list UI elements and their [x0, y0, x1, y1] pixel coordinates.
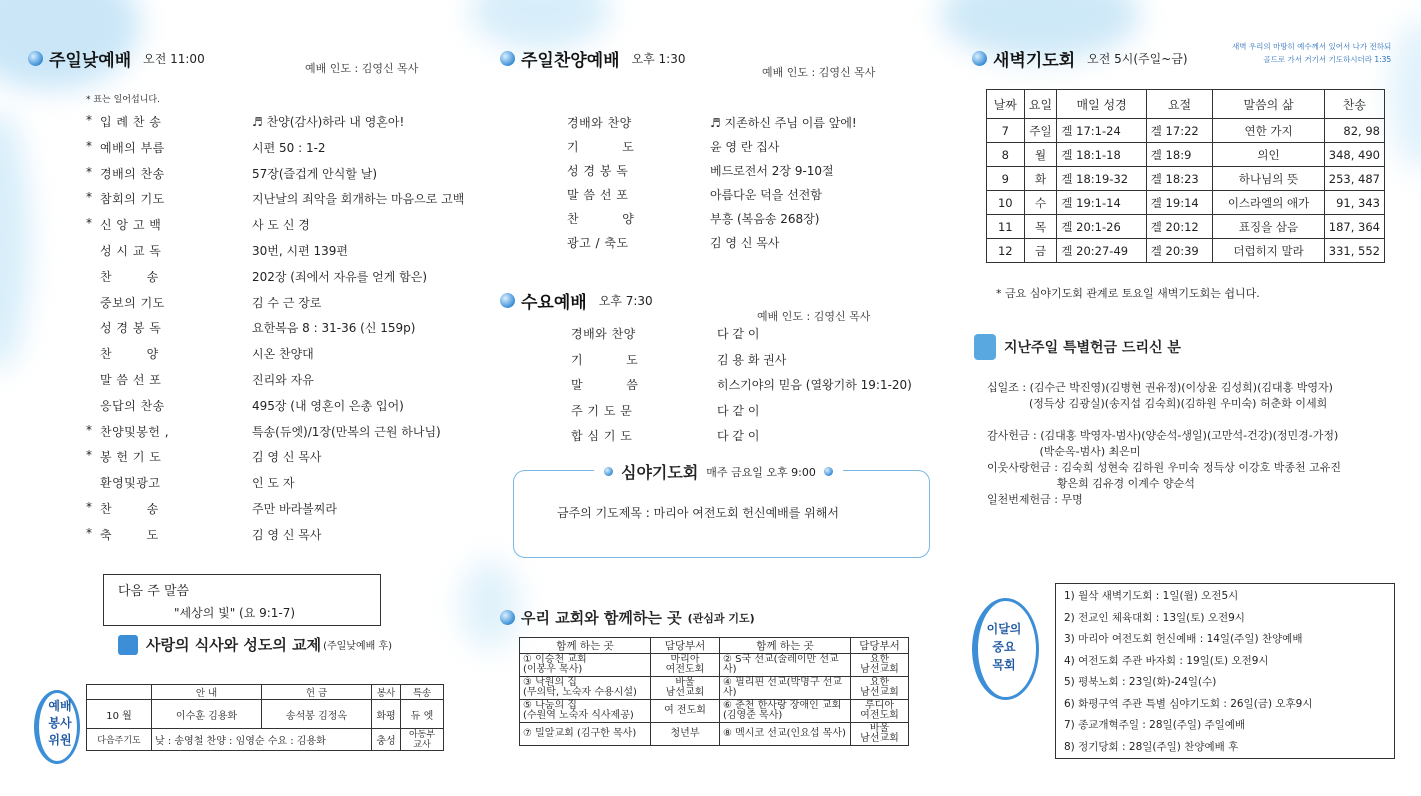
- order-row: [571, 325, 759, 342]
- order-value: 부흥 (복음송 268장): [710, 212, 820, 226]
- offering-line: 황은희 김유경 이계수 양순석: [987, 477, 1195, 490]
- vol-header-service: 봉사: [372, 685, 401, 700]
- bullet-dot-icon: [500, 293, 515, 308]
- offering-heading: [974, 334, 1181, 360]
- event-item: 7) 종교개혁주일 : 28일(주일) 주일예배: [1064, 719, 1246, 731]
- dawn-prayer-time: 오전 5시(주일~금): [1087, 52, 1188, 66]
- night-prayer-time: 매주 금요일 오후 9:00: [706, 465, 816, 479]
- order-label: 예배의 부름: [100, 140, 165, 155]
- order-row: [571, 402, 759, 419]
- order-row: [571, 376, 912, 393]
- schedule-cell: 겔 17:1-24: [1057, 119, 1146, 143]
- order-label: 말 씀 선 포: [100, 373, 162, 387]
- partner-row: [520, 700, 909, 723]
- schedule-row: [987, 143, 1385, 167]
- order-label: 말 씀 선 포: [567, 188, 629, 202]
- partner-dept: 요한 남선교회: [851, 677, 909, 700]
- order-label: 찬양및봉헌 ,: [100, 424, 170, 439]
- stand-marker: *: [86, 190, 92, 205]
- order-label: 성 경 봉 독: [567, 164, 629, 178]
- schedule-cell: 331, 552: [1324, 239, 1384, 263]
- order-label: 찬 양: [100, 347, 159, 362]
- schedule-cell: 겔 18:1-18: [1057, 143, 1146, 167]
- sched-header-hymn: 찬송: [1324, 90, 1384, 119]
- order-value: 다 같 이: [717, 403, 760, 418]
- event-item: 8) 정기당회 : 28일(주일) 찬양예배 후: [1064, 740, 1239, 753]
- next-week-label: 다음 주 말씀: [118, 584, 190, 599]
- partner-dept: 요한 남선교회: [851, 654, 909, 677]
- bullet-dot-icon: [500, 51, 515, 66]
- order-value: 특송(듀엣)/1장(만복의 근원 하나님): [252, 424, 441, 439]
- order-value: 아름다운 덕을 선전함: [710, 188, 822, 202]
- order-label: 환영및광고: [100, 476, 161, 491]
- partner-dept: 바울 남선교회: [651, 677, 720, 700]
- schedule-cell: 10: [987, 191, 1025, 215]
- order-value: 히스기야의 믿음 (열왕기하 19:1-20): [717, 378, 912, 392]
- night-prayer-title: 심야기도회: [621, 463, 699, 482]
- dawn-prayer-name: 새벽기도회: [993, 51, 1076, 71]
- vol-guide: 이수훈 김용화: [152, 700, 262, 729]
- partners-header-dept2: 담당부서: [851, 638, 909, 654]
- events-list: [1064, 586, 1313, 758]
- dawn-schedule-note: * 금요 심야기도회 관계로 토요일 새벽기도회는 쉽니다.: [996, 287, 1260, 300]
- order-value: 인 도 자: [252, 476, 295, 491]
- stand-marker: *: [86, 525, 92, 540]
- next-week-box: [103, 574, 381, 626]
- vol-service2: 충성: [372, 729, 401, 751]
- order-row: [571, 427, 759, 444]
- partner-row: [520, 654, 909, 677]
- schedule-cell: 겔 20:39: [1146, 239, 1212, 263]
- order-value: 주만 바라볼찌라: [252, 502, 337, 516]
- schedule-cell: 월: [1024, 143, 1057, 167]
- schedule-cell: 겔 19:1-14: [1057, 191, 1146, 215]
- schedule-row: [987, 191, 1385, 215]
- stand-marker: [86, 294, 100, 311]
- offering-title: 지난주일 특별헌금 드리신 분: [1004, 340, 1181, 356]
- order-row: [567, 186, 822, 203]
- offering-line: 이웃사랑헌금 : 김숙희 성현숙 김하원 우미숙 정득상 이강호 박종천 고유진: [987, 461, 1341, 474]
- partner-place: ⑦ 밀알교회 (김구한 목사): [520, 723, 651, 746]
- fellowship-note: (주일낮예배 후): [323, 641, 393, 652]
- order-row: [567, 138, 779, 155]
- order-row: [86, 294, 321, 311]
- order-label: 응답의 찬송: [100, 398, 165, 413]
- bullet-dot-icon: [500, 610, 515, 625]
- sched-header-date: 날짜: [987, 90, 1025, 119]
- schedule-cell: 겔 19:14: [1146, 191, 1212, 215]
- wednesday-service-name: 수요예배: [521, 293, 587, 313]
- order-row: [86, 345, 314, 362]
- order-value: 윤 영 란 집사: [710, 140, 780, 154]
- schedule-cell: 12: [987, 239, 1025, 263]
- offering-line: 십일조 : (김수근 박진영)(김병현 권유정)(이상윤 김성희)(김대홍 박영자): [987, 381, 1333, 394]
- dawn-schedule-table: [986, 89, 1385, 263]
- stand-note: * 표는 일어섭니다.: [86, 95, 160, 105]
- order-label: 찬 송: [100, 269, 159, 284]
- order-value: 지난날의 죄악을 회개하는 마음으로 고백: [252, 192, 465, 207]
- schedule-cell: 표징을 삼음: [1213, 215, 1325, 239]
- schedule-cell: 겔 18:23: [1146, 167, 1212, 191]
- sched-header-life: 말씀의 삶: [1213, 90, 1325, 119]
- night-prayer-topic: 금주의 기도제목 : 마리아 여전도회 헌신예배를 위해서: [557, 506, 839, 520]
- order-row: [86, 423, 441, 440]
- order-label: 기 도: [571, 352, 639, 367]
- partner-place: ② S국 선교(술레이만 선교사): [720, 654, 851, 677]
- partner-dept: 바울 남선교회: [851, 723, 909, 746]
- order-label: 봉 헌 기 도: [100, 450, 162, 465]
- schedule-cell: 더럽히지 말라: [1213, 239, 1325, 263]
- next-week-title: "세상의 빛" (요 9:1-7): [174, 606, 296, 620]
- stand-marker: [86, 242, 100, 259]
- order-label: 합 심 기 도: [571, 429, 633, 443]
- schedule-cell: 9: [987, 167, 1025, 191]
- order-label: 참회의 기도: [100, 192, 165, 207]
- schedule-cell: 겔 18:19-32: [1057, 167, 1146, 191]
- partner-dept: 마리아 여전도회: [651, 654, 720, 677]
- order-row: [86, 319, 415, 336]
- schedule-cell: 348, 490: [1324, 143, 1384, 167]
- order-value: 진리와 자유: [252, 373, 314, 387]
- sched-header-day: 요일: [1024, 90, 1057, 119]
- schedule-cell: 겔 18:9: [1146, 143, 1212, 167]
- order-value: ♬ 지존하신 주님 이름 앞에!: [710, 116, 857, 130]
- praise-service-leader: 예배 인도 : 김영신 목사: [762, 66, 876, 79]
- order-row: [86, 500, 337, 517]
- order-row: [567, 114, 857, 131]
- order-value: 김 용 화 권사: [717, 352, 787, 367]
- partners-header-dept: 담당부서: [651, 638, 720, 654]
- bullet-dot-icon: [824, 467, 833, 476]
- schedule-cell: 91, 343: [1324, 191, 1384, 215]
- vol-header-guide: 안 내: [152, 685, 262, 700]
- stand-marker: [86, 268, 100, 285]
- night-prayer-heading: [594, 460, 843, 483]
- order-label: 경배의 찬송: [100, 166, 165, 181]
- offering-line: [987, 412, 1341, 428]
- event-item: 1) 월삭 새벽기도회 : 1일(월) 오전5시: [1064, 590, 1239, 602]
- stand-marker: *: [86, 216, 92, 231]
- event-item: 3) 마리아 여전도회 헌신예배 : 14일(주일) 찬양예배: [1064, 633, 1303, 645]
- offering-list: [987, 380, 1341, 508]
- decorative-frost-left: [0, 110, 30, 370]
- order-label: 찬 송: [100, 502, 159, 516]
- order-label: 말 씀: [571, 378, 639, 392]
- order-row: [567, 234, 779, 251]
- vol-special: 듀 엣: [401, 700, 444, 729]
- schedule-cell: 금: [1024, 239, 1057, 263]
- stand-marker: *: [86, 448, 92, 463]
- order-value: 시편 50 : 1-2: [252, 140, 326, 155]
- partner-row: [520, 677, 909, 700]
- bullet-dot-icon: [972, 51, 987, 66]
- partner-place: ⑥ 춘천 한사랑 장애인 교회 (김영준 목사): [720, 700, 851, 723]
- order-value: 베드로전서 2장 9-10절: [710, 164, 834, 178]
- vol-special2: 아동부 교사: [401, 729, 444, 751]
- stand-marker: *: [86, 500, 92, 514]
- schedule-cell: 8: [987, 143, 1025, 167]
- wednesday-service-title: [500, 288, 653, 313]
- partners-header-place2: 함께 하는 곳: [720, 638, 851, 654]
- vol-month: 10 월: [87, 700, 152, 729]
- order-value: 김 영 신 목사: [252, 527, 322, 542]
- order-value: 김 영 신 목사: [710, 236, 780, 250]
- schedule-row: [987, 167, 1385, 191]
- partners-title-text: 우리 교회와 함께하는 곳: [521, 609, 682, 627]
- partner-place: ⑤ 나눔의 집 (수원역 노숙자 식사제공): [520, 700, 651, 723]
- order-value: 사 도 신 경: [252, 218, 310, 233]
- schedule-cell: 화: [1024, 167, 1057, 191]
- event-item: 5) 평북노회 : 23일(화)-24일(수): [1064, 676, 1217, 688]
- order-row: [86, 139, 326, 156]
- order-row: [567, 162, 834, 179]
- vol-prayer-names: 낮 : 송영철 찬양 : 임영순 수요 : 김용화: [152, 729, 372, 751]
- order-value: 202장 (죄에서 자유를 얻게 함은): [252, 269, 428, 284]
- offering-line: 일천번제헌금 : 무명: [987, 493, 1083, 506]
- dawn-prayer-title: [972, 46, 1188, 71]
- schedule-cell: 겔 20:12: [1146, 215, 1212, 239]
- order-row: [86, 190, 464, 207]
- offering-icon: [974, 334, 996, 360]
- order-value: 다 같 이: [717, 327, 760, 341]
- schedule-cell: 목: [1024, 215, 1057, 239]
- bullet-dot-icon: [28, 51, 43, 66]
- vol-header-offering: 헌 금: [262, 685, 372, 700]
- schedule-cell: 겔 20:1-26: [1057, 215, 1146, 239]
- order-row: [86, 397, 404, 414]
- order-row: [86, 526, 321, 543]
- partners-title: [500, 607, 755, 628]
- sunday-service-title: [28, 46, 205, 71]
- order-row: [86, 474, 294, 491]
- order-label: 광고 / 축도: [567, 236, 629, 250]
- event-item: 2) 전교인 체육대회 : 13일(토) 오전9시: [1064, 611, 1245, 624]
- order-value: 57장(즐겁게 안식할 날): [252, 166, 377, 181]
- schedule-cell: 11: [987, 215, 1025, 239]
- schedule-cell: 수: [1024, 191, 1057, 215]
- schedule-cell: 이스라엘의 애가: [1213, 191, 1325, 215]
- offering-line: 감사헌금 : (김대홍 박영자-범사)(양순석-생일)(고만석-건강)(정민경-가정): [987, 429, 1339, 442]
- partners-header-place: 함께 하는 곳: [520, 638, 651, 654]
- events-box: [1055, 583, 1395, 759]
- order-row: [86, 113, 404, 130]
- partner-place: ① 이승천 교회 (이봉우 목사): [520, 654, 651, 677]
- decorative-frost-topleft: [0, 0, 140, 90]
- order-label: 성 시 교 독: [100, 244, 162, 258]
- schedule-cell: 253, 487: [1324, 167, 1384, 191]
- partner-place: ③ 낙원의 집 (무의탁, 노숙자 수용시설): [520, 677, 651, 700]
- order-value: 다 같 이: [717, 429, 760, 443]
- stand-marker: [86, 371, 100, 388]
- event-item: 6) 화평구역 주관 특별 심야기도회 : 26일(금) 오후9시: [1064, 697, 1313, 710]
- order-label: 축 도: [100, 527, 159, 542]
- schedule-cell: 187, 364: [1324, 215, 1384, 239]
- schedule-row: [987, 239, 1385, 263]
- partner-place: ⑧ 멕시코 선교(인요섭 목사): [720, 723, 851, 746]
- stand-marker: [86, 319, 100, 336]
- schedule-row: [987, 215, 1385, 239]
- order-value: 김 수 근 장로: [252, 295, 322, 310]
- order-value: 김 영 신 목사: [252, 450, 322, 465]
- schedule-cell: 하나님의 뜻: [1213, 167, 1325, 191]
- order-label: 경배와 찬양: [571, 327, 636, 341]
- schedule-cell: 겔 17:22: [1146, 119, 1212, 143]
- stand-marker: [86, 474, 100, 491]
- praise-service-time: 오후 1:30: [631, 52, 686, 66]
- order-label: 입 례 찬 송: [100, 115, 162, 129]
- schedule-cell: 의인: [1213, 143, 1325, 167]
- partners-table: [519, 637, 909, 746]
- order-label: 신 앙 고 백: [100, 218, 162, 233]
- vol-prayer-label: 다음주기도: [87, 729, 152, 751]
- order-label: 기 도: [567, 140, 635, 154]
- wednesday-service-leader: 예배 인도 : 김영신 목사: [757, 310, 871, 323]
- order-label: 경배와 찬양: [567, 116, 632, 130]
- volunteer-side-label: 예배 봉사 위원: [48, 699, 72, 747]
- order-row: [86, 371, 314, 388]
- partner-row: [520, 723, 909, 746]
- sunday-service-time: 오전 11:00: [143, 52, 205, 66]
- stand-marker: *: [86, 113, 92, 127]
- fellowship-heading: [118, 634, 392, 655]
- praise-service-title: [500, 46, 686, 71]
- order-label: 주 기 도 문: [571, 403, 633, 418]
- sched-header-verse: 요절: [1146, 90, 1212, 119]
- schedule-row: [987, 119, 1385, 143]
- order-value: 시온 찬양대: [252, 347, 314, 362]
- partner-dept: 청년부: [651, 723, 720, 746]
- stand-marker: *: [86, 164, 92, 179]
- decorative-frost-right: [1390, 20, 1421, 170]
- schedule-cell: 연한 가지: [1213, 119, 1325, 143]
- order-row: [86, 268, 427, 285]
- order-row: [567, 210, 819, 227]
- stand-marker: *: [86, 422, 92, 437]
- stand-marker: [86, 345, 100, 362]
- praise-service-name: 주일찬양예배: [521, 51, 620, 71]
- fellowship-icon: [118, 635, 138, 655]
- vol-service: 화평: [372, 700, 401, 729]
- volunteer-table: [86, 684, 444, 751]
- vol-offering: 송석봉 김정옥: [262, 700, 372, 729]
- order-value: ♬ 찬양(감사)하라 내 영혼아!: [252, 115, 405, 129]
- schedule-cell: 겔 20:27-49: [1057, 239, 1146, 263]
- offering-line: (박순옥-범사) 최은미: [987, 445, 1141, 458]
- order-label: 중보의 기도: [100, 295, 165, 310]
- bullet-dot-icon: [604, 467, 613, 476]
- sunday-service-leader: 예배 인도 : 김영신 목사: [305, 62, 419, 75]
- stand-marker: [86, 397, 100, 414]
- decorative-frost-topmid: [470, 0, 610, 50]
- order-row: [571, 351, 786, 368]
- wednesday-service-time: 오후 7:30: [598, 294, 653, 308]
- order-value: 30번, 시편 139편: [252, 244, 348, 258]
- order-row: [86, 165, 377, 182]
- sched-header-reading: 매일 성경: [1057, 90, 1146, 119]
- schedule-cell: 82, 98: [1324, 119, 1384, 143]
- partner-place: ④ 필리핀 선교(박명구 선교사): [720, 677, 851, 700]
- schedule-cell: 7: [987, 119, 1025, 143]
- order-value: 요한복음 8 : 31-36 (신 159p): [252, 321, 416, 336]
- partner-dept: 루디아 여전도회: [851, 700, 909, 723]
- vol-header-special: 특송: [401, 685, 444, 700]
- order-row: [86, 448, 321, 465]
- stand-marker: *: [86, 138, 92, 153]
- sunday-service-name: 주일낮예배: [49, 51, 132, 71]
- order-label: 찬 양: [567, 212, 635, 226]
- partners-note: (관심과 기도): [687, 611, 755, 625]
- order-row: [86, 242, 348, 259]
- offering-line: (정득상 김광실)(송지섭 김숙희)(김하원 우미숙) 허춘화 이세희: [987, 397, 1328, 410]
- fellowship-title: 사랑의 식사와 성도의 교제: [146, 636, 322, 654]
- schedule-cell: 주일: [1024, 119, 1057, 143]
- decorative-frost-mid: [460, 560, 520, 650]
- event-item: 4) 여전도회 주관 바자회 : 19일(토) 오전9시: [1064, 654, 1269, 667]
- order-value: 495장 (내 영혼이 은총 입어): [252, 398, 404, 413]
- dawn-verse: 새벽 우리의 마땅히 예수께서 있어서 나가 전하되 골드로 가서 거기서 기도하시더라 1:35: [1232, 42, 1392, 64]
- order-label: 성 경 봉 독: [100, 321, 162, 336]
- events-side-label: 이달의 중요 목회: [986, 622, 1022, 672]
- order-row: [86, 216, 310, 233]
- partner-dept: 여 전도회: [651, 700, 720, 723]
